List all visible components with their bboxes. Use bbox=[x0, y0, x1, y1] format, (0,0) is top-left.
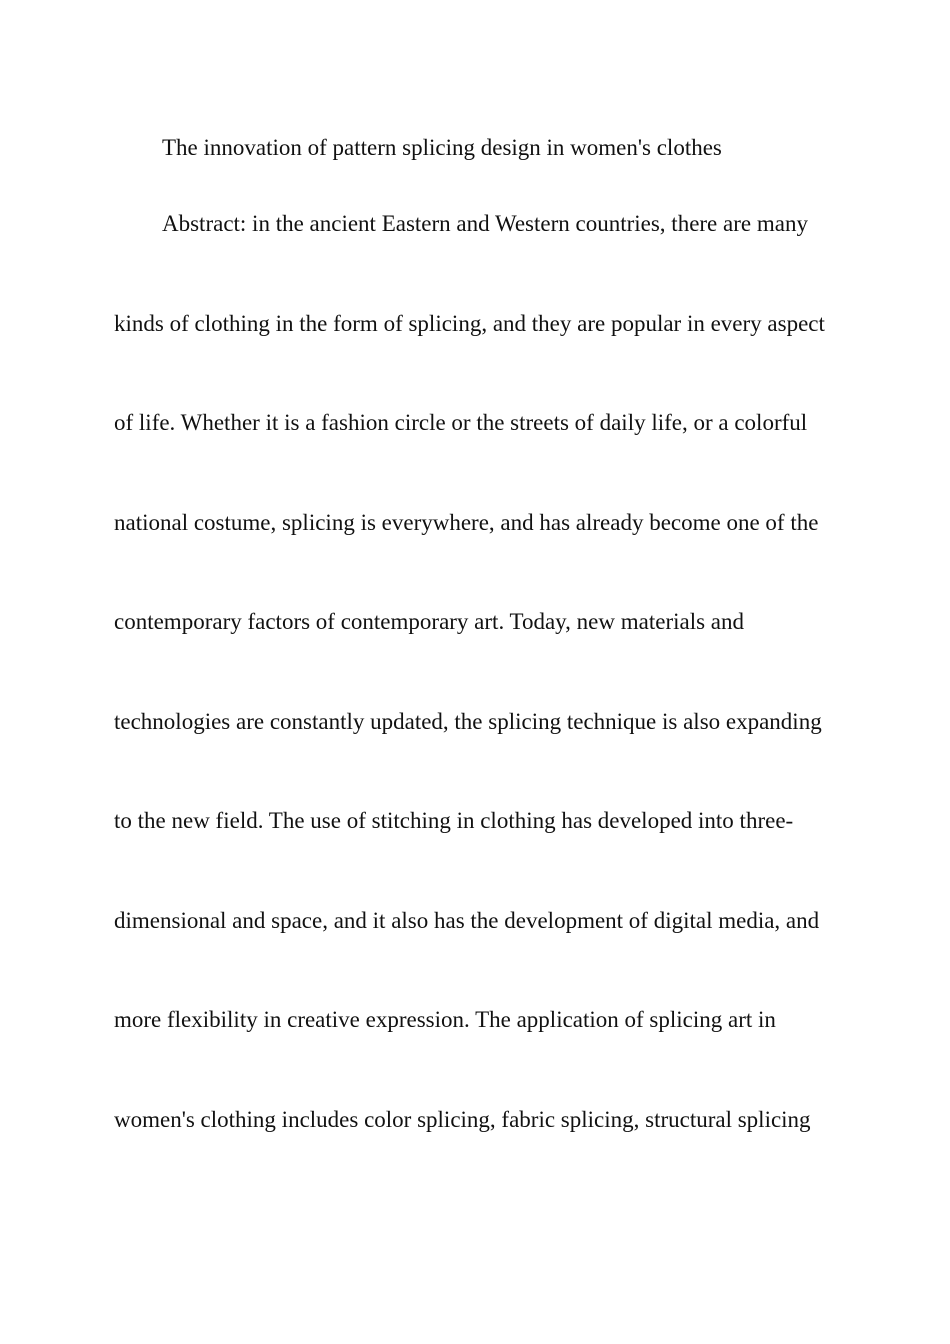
abstract-line: dimensional and space, and it also has the development of digital media, and bbox=[114, 908, 820, 933]
document-title: The innovation of pattern splicing design in women's clothes bbox=[162, 135, 722, 160]
abstract-line: kinds of clothing in the form of splicing, and they are popular in every aspect bbox=[114, 311, 825, 336]
abstract-line: contemporary factors of contemporary art. Today, new materials and bbox=[114, 609, 745, 634]
abstract-line: Abstract: in the ancient Eastern and Western countries, there are many bbox=[162, 211, 808, 236]
abstract-line: technologies are constantly updated, the splicing technique is also expanding bbox=[114, 709, 822, 734]
abstract-line: women's clothing includes color splicing, fabric splicing, structural splicing bbox=[114, 1107, 811, 1132]
abstract-line: national costume, splicing is everywhere, and has already become one of the bbox=[114, 510, 819, 535]
abstract-line: to the new field. The use of stitching in clothing has developed into three- bbox=[114, 808, 794, 833]
abstract-line: of life. Whether it is a fashion circle or the streets of daily life, or a colorful bbox=[114, 410, 808, 435]
abstract-line: more flexibility in creative expression. The application of splicing art in bbox=[114, 1007, 776, 1032]
